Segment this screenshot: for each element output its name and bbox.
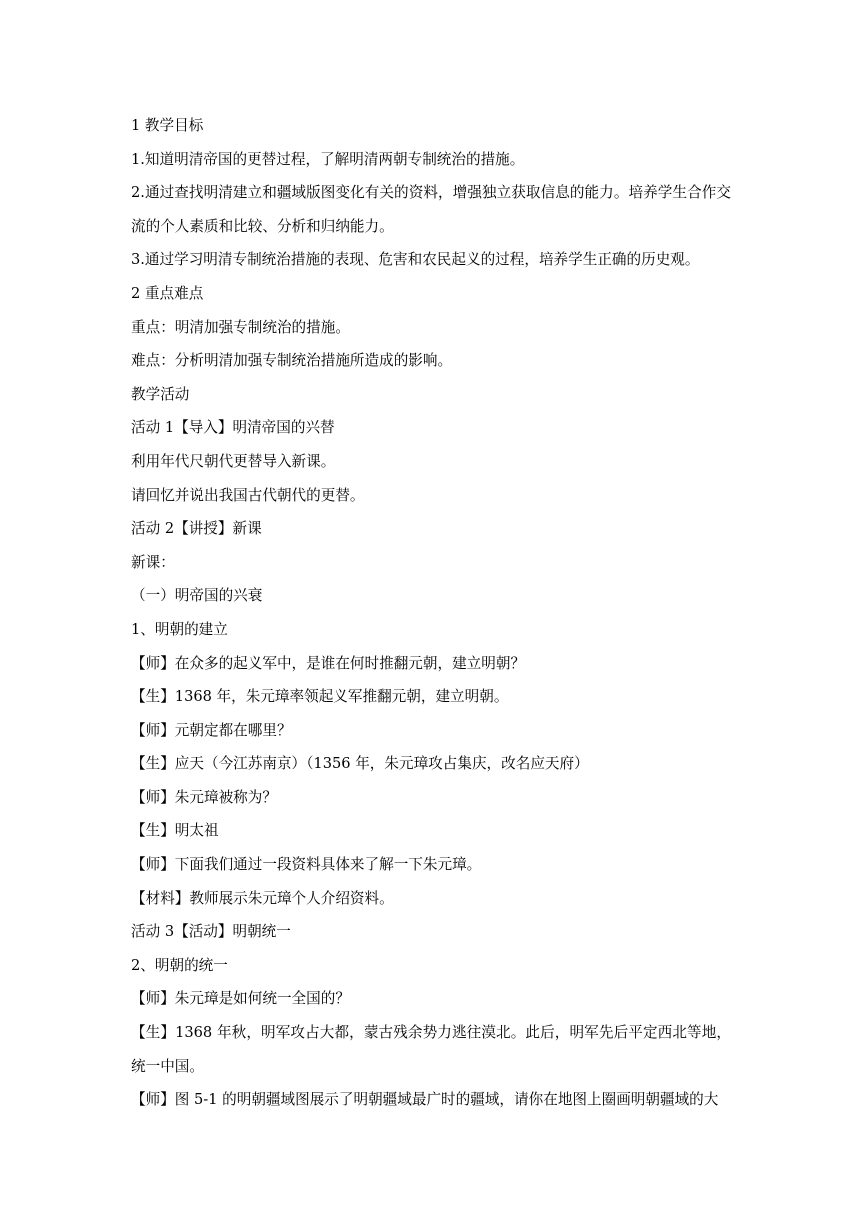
dialogue-line: 【师】下面我们通过一段资料具体来了解一下朱元璋。 (131, 856, 482, 874)
material-line: 【材料】教师展示朱元璋个人介绍资料。 (131, 889, 394, 907)
dialogue-line: 【师】在众多的起义军中，是谁在何时推翻元朝，建立明朝？ (131, 654, 526, 672)
activity-2-heading: 活动 2【讲授】新课 (131, 520, 262, 538)
section-heading-objectives: 1 教学目标 (131, 117, 204, 134)
dialogue-line: 【师】朱元璋被称为？ (131, 788, 277, 806)
dialogue-line: 【师】朱元璋是如何统一全国的？ (131, 990, 350, 1008)
objective-1: 1.知道明清帝国的更替过程，了解明清两朝专制统治的措施。 (131, 150, 525, 168)
subsection-ming-rise-fall: （一）明帝国的兴衰 (131, 587, 263, 605)
subheading-ming-founding: 1、明朝的建立 (131, 620, 228, 638)
document-body (131, 109, 731, 1117)
dialogue-line: 【生】明太祖 (131, 822, 219, 840)
activity-1-text-1: 利用年代尺朝代更替导入新课。 (131, 452, 336, 470)
section-heading-key-points: 2 重点难点 (131, 284, 204, 302)
subheading-ming-unification: 2、明朝的统一 (131, 956, 228, 974)
difficult-point: 难点：分析明清加强专制统治措施所造成的影响。 (131, 352, 453, 370)
activity-1-heading: 活动 1【导入】明清帝国的兴替 (131, 419, 335, 437)
activity-1-text-2: 请回忆并说出我国古代朝代的更替。 (131, 486, 365, 504)
dialogue-line: 【生】应天（今江苏南京）（1356 年，朱元璋攻占集庆，改名应天府） (131, 755, 589, 773)
objective-2: 2.通过查找明清建立和疆域版图变化有关的资料，增强独立获取信息的能力。培养学生合作交流的个人素质和比较、分析和归纳能力。 (131, 184, 731, 235)
dialogue-line: 【生】1368 年，朱元璋率领起义军推翻元朝，建立明朝。 (131, 688, 509, 706)
dialogue-line: 【师】元朝定都在哪里？ (131, 721, 292, 739)
dialogue-line: 【生】1368 年秋，明军攻占大都，蒙古残余势力逃往漠北。此后，明军先后平定西北等地，统一中国。 (131, 1024, 731, 1075)
section-heading-activities: 教学活动 (131, 385, 190, 403)
activity-3-heading: 活动 3【活动】明朝统一 (131, 923, 291, 941)
key-point: 重点：明清加强专制统治的措施。 (131, 318, 350, 336)
new-lesson-label: 新课： (131, 553, 175, 571)
dialogue-line: 【师】图 5-1 的明朝疆域图展示了明朝疆域最广时的疆域，请你在地图上圈画明朝疆域的大 (131, 1091, 719, 1109)
objective-3: 3.通过学习明清专制统治措施的表现、危害和农民起义的过程，培养学生正确的历史观。 (131, 251, 700, 269)
